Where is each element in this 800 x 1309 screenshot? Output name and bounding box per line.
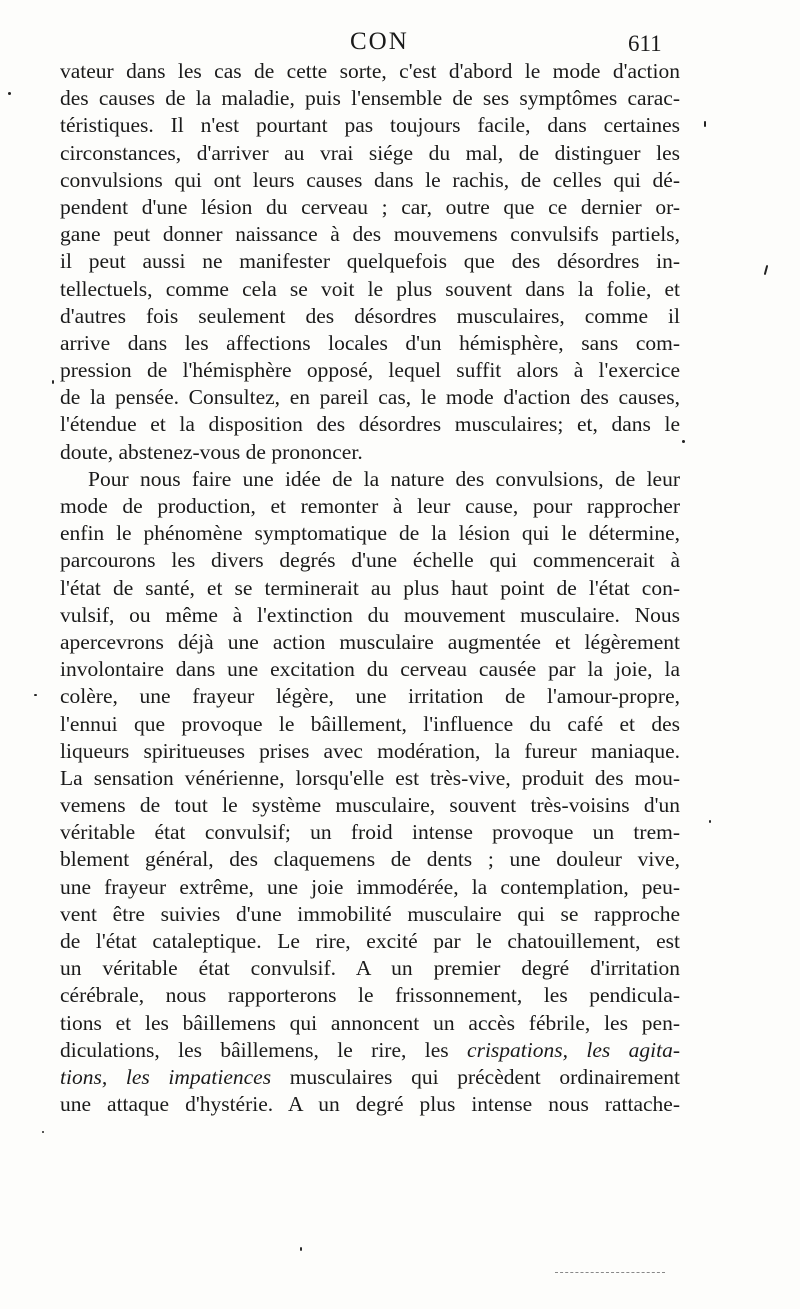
print-speck xyxy=(682,440,685,443)
text-line: vateur dans les cas de cette sorte, c'est d'abord le mode d'action xyxy=(60,59,680,83)
print-speck xyxy=(8,92,11,95)
body-text xyxy=(60,58,680,1118)
text-line: liqueurs spiritueuses prises avec modération, la fureur maniaque. xyxy=(60,738,680,763)
text-line: vemens de tout le système musculaire, souvent très-voisins d'un xyxy=(60,793,680,818)
italic-run: tions, les impatiences xyxy=(60,1064,272,1089)
text-line: pendent d'une lésion du cerveau ; car, outre que ce dernier or- xyxy=(60,194,680,219)
text-line: La sensation vénérienne, lorsqu'elle est très-vive, produit des mou- xyxy=(60,765,680,790)
text-line: tions et les bâillemens qui annoncent un accès fébrile, les pen- xyxy=(60,1010,680,1035)
print-speck xyxy=(52,380,54,384)
text-line: colère, une frayeur légère, une irritation de l'amour-propre, xyxy=(60,684,680,709)
text-line: vent être suivies d'une immobilité musculaire qui se rapproche xyxy=(60,901,680,926)
text-line: de la pensée. Consultez, en pareil cas, le mode d'action des causes, xyxy=(60,385,680,410)
text-line: doute, abstenez-vous de prononcer. xyxy=(60,439,363,464)
text-line: arrive dans les affections locales d'un hémisphère, sans com- xyxy=(60,330,680,355)
print-speck xyxy=(42,1131,44,1133)
text-line: des causes de la maladie, puis l'ensemble de ses symptômes carac- xyxy=(60,86,680,111)
text-line: téristiques. Il n'est pourtant pas toujours facile, dans certaines xyxy=(60,113,680,138)
text-line: gane peut donner naissance à des mouvemens convulsifs partiels, xyxy=(60,222,680,247)
text-line: une frayeur extrême, une joie immodérée, la contemplation, peu- xyxy=(60,874,680,899)
text-line: l'étendue et la disposition des désordres musculaires; et, dans le xyxy=(60,412,680,437)
text-line-with-italics xyxy=(60,1037,680,1064)
running-head xyxy=(0,28,800,58)
print-speck xyxy=(300,1247,302,1251)
print-speck xyxy=(709,820,711,823)
text-run: musculaires qui précèdent ordinairement xyxy=(271,1064,681,1089)
text-line: il peut aussi ne manifester quelquefois que des désordres in- xyxy=(60,249,680,274)
text-line: involontaire dans une excitation du cerveau causée par la joie, la xyxy=(60,657,680,682)
text-line: tellectuels, comme cela se voit le plus souvent dans la folie, et xyxy=(60,276,680,301)
text-line: véritable état convulsif; un froid intense provoque un trem- xyxy=(60,820,680,845)
text-line-with-italics xyxy=(60,1064,680,1091)
text-line: convulsions qui ont leurs causes dans le rachis, de celles qui dé- xyxy=(60,167,680,192)
running-head-word: CON xyxy=(350,28,409,55)
text-line: parcourons les divers degrés d'une échelle qui commencerait à xyxy=(60,548,680,573)
text-line: une attaque d'hystérie. A un degré plus intense nous rattache- xyxy=(60,1092,680,1117)
text-line: un véritable état convulsif. A un premier degré d'irritation xyxy=(60,956,680,981)
text-line: apercevrons déjà une action musculaire augmentée et légèrement xyxy=(60,629,680,654)
text-line: blement général, des claquemens de dents ; une douleur vive, xyxy=(60,847,680,872)
paragraph-start-line: Pour nous faire une idée de la nature des convulsions, de leur xyxy=(88,466,680,491)
text-line: vulsif, ou même à l'extinction du mouvement musculaire. Nous xyxy=(60,602,680,627)
text-line: de l'état cataleptique. Le rire, excité par le chatouillement, est xyxy=(60,929,680,953)
print-speck xyxy=(704,121,706,127)
text-line: l'ennui que provoque le bâillement, l'influence du café et des xyxy=(60,711,680,736)
text-run: diculations, les bâillemens, le rire, les xyxy=(60,1037,468,1062)
italic-run: crispations, les agita- xyxy=(467,1037,680,1062)
print-speck xyxy=(34,694,37,696)
text-line: pression de l'hémisphère opposé, lequel suffit alors à l'exercice xyxy=(60,358,680,383)
page-number: 611 xyxy=(628,31,662,56)
text-line: enfin le phénomène symptomatique de la lésion qui le détermine, xyxy=(60,521,680,546)
footer-rule xyxy=(555,1272,665,1273)
text-line: cérébrale, nous rapporterons le frissonnement, les pendicula- xyxy=(60,983,680,1008)
print-speck xyxy=(764,265,769,275)
text-line: mode de production, et remonter à leur cause, pour rapprocher xyxy=(60,494,680,518)
text-line: l'état de santé, et se terminerait au plus haut point de l'état con- xyxy=(60,575,680,600)
text-line: d'autres fois seulement des désordres musculaires, comme il xyxy=(60,303,680,328)
text-line: circonstances, d'arriver au vrai siége du mal, de distinguer les xyxy=(60,140,680,165)
